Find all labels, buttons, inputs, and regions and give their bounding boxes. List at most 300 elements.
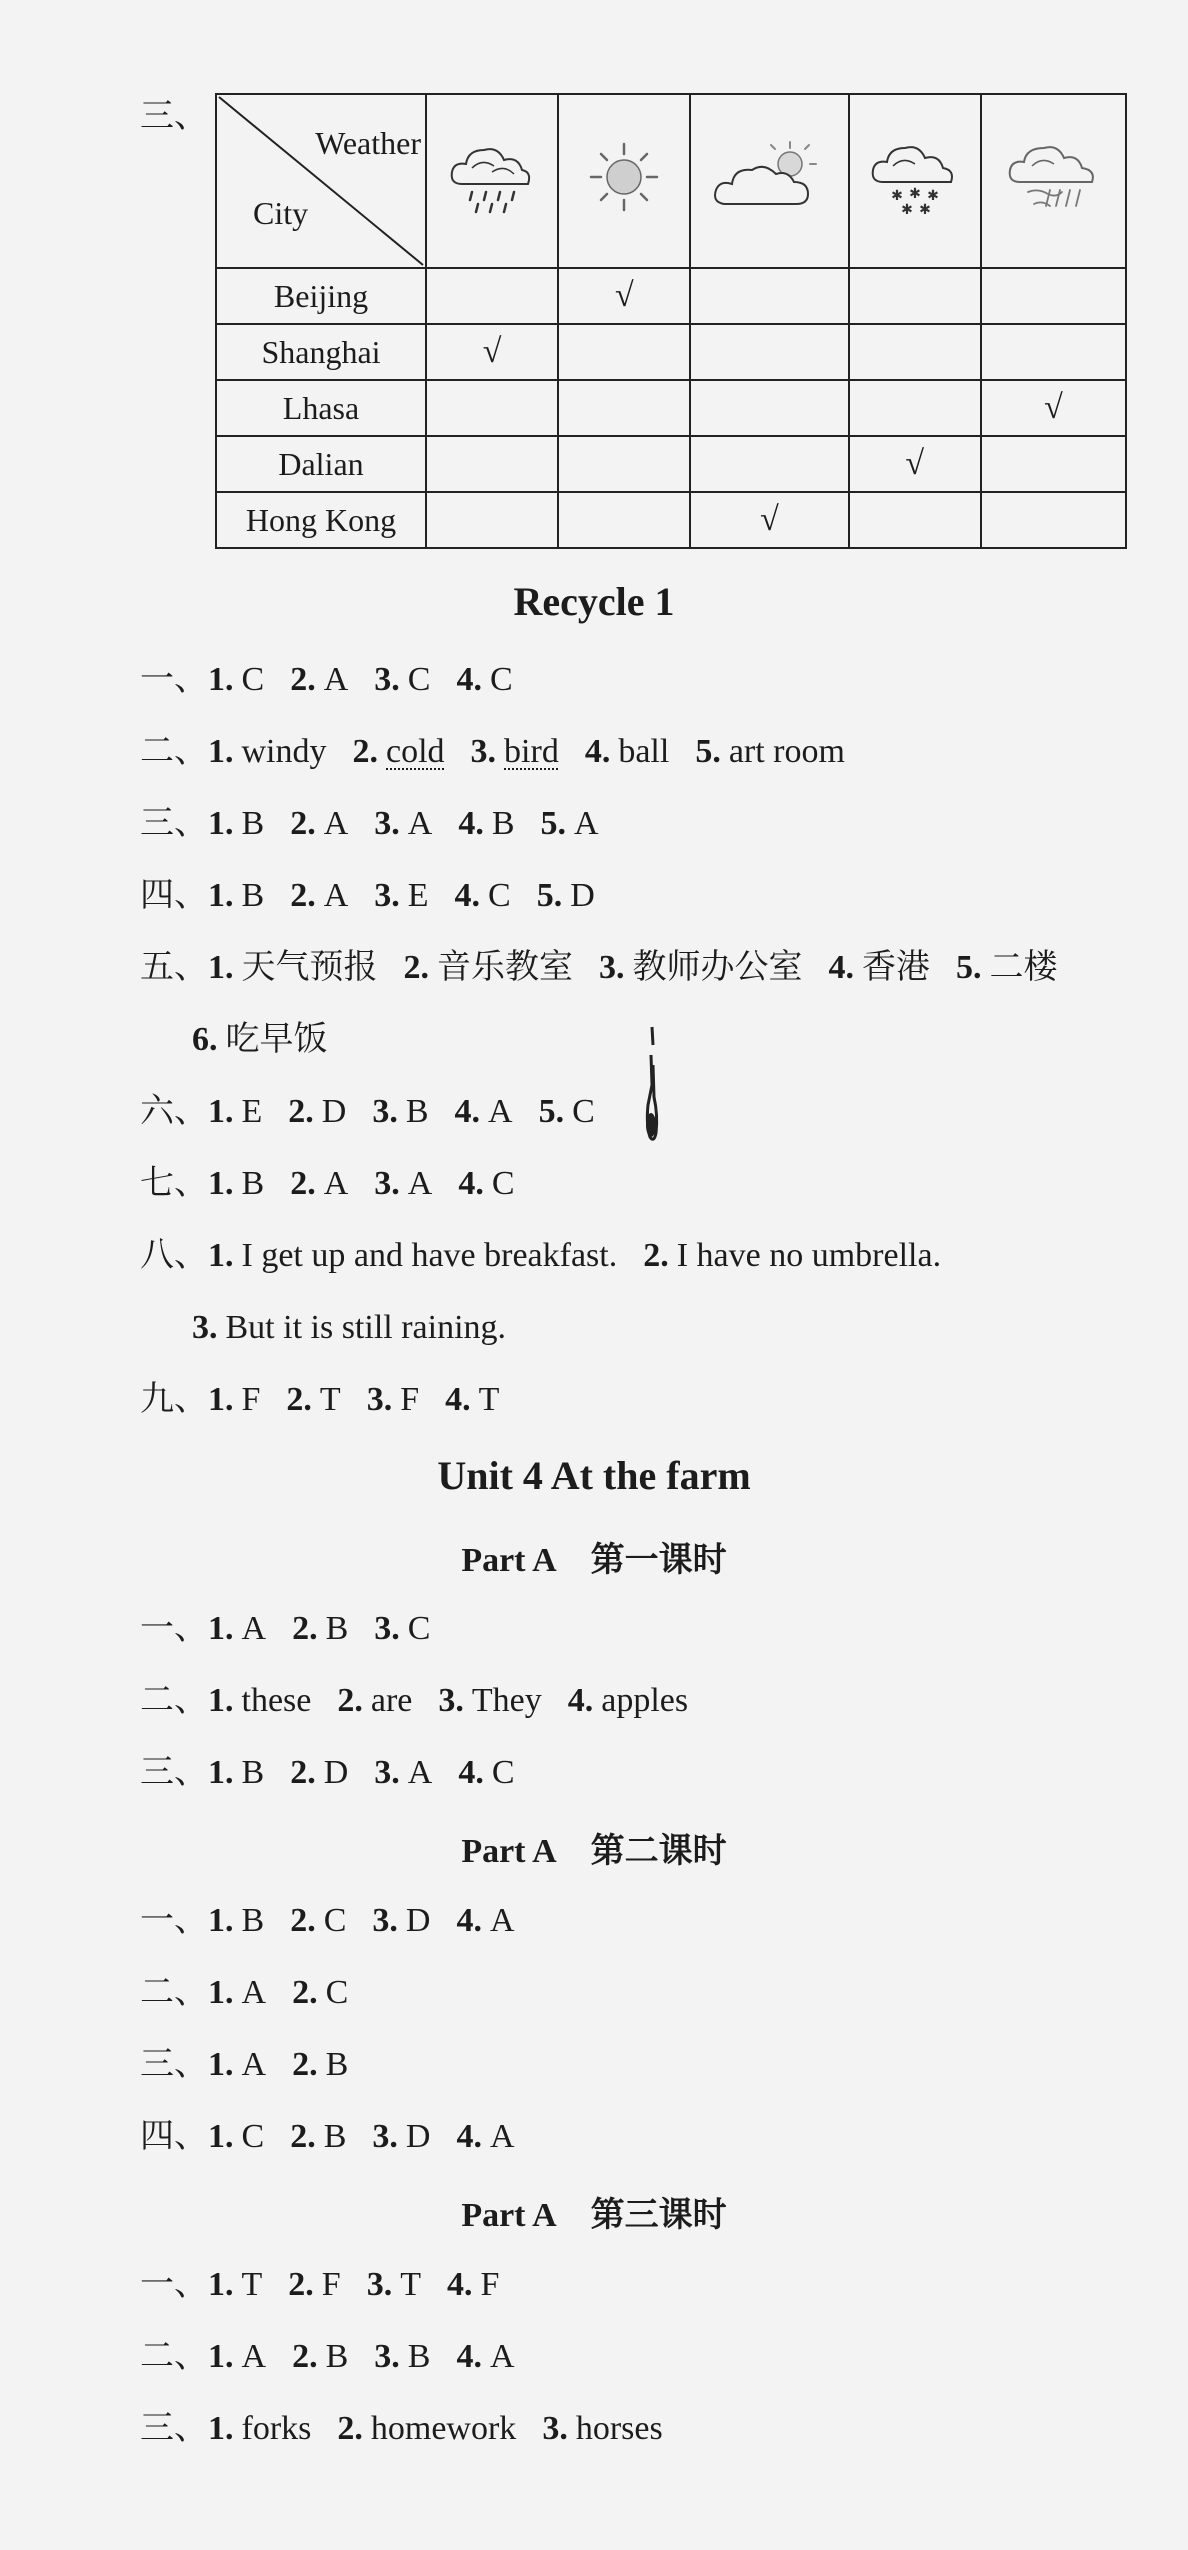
item-number: 1.	[208, 1754, 234, 1791]
answer-text: windy	[241, 733, 327, 770]
answer-item	[447, 2260, 499, 2310]
answer-line	[140, 1231, 967, 1281]
header-cell-rain	[426, 94, 558, 268]
item-number: 4.	[454, 1093, 481, 1130]
answer-item	[337, 2404, 516, 2454]
answer-item	[208, 1375, 260, 1425]
table-question-prefix: 三、	[140, 98, 208, 135]
answer-item	[455, 1087, 513, 1137]
answer-item	[456, 655, 512, 705]
item-number: 5.	[540, 805, 566, 842]
item-number: 3.	[372, 1902, 398, 1939]
answer-text: C	[325, 1974, 349, 2011]
item-number: 5.	[538, 1093, 565, 1130]
answer-item	[208, 1676, 311, 1726]
answer-text: T	[319, 1381, 341, 1418]
question-number: 六、	[140, 1093, 208, 1130]
answer-text: B	[405, 1093, 429, 1130]
answer-item	[208, 1087, 262, 1137]
question-number: 二、	[140, 1682, 208, 1719]
question-number: 四、	[140, 2118, 208, 2155]
table-row	[216, 380, 1126, 436]
answer-item	[456, 1896, 514, 1946]
svg-text:✱: ✱	[900, 202, 913, 218]
item-number: 4.	[454, 877, 481, 914]
answer-item	[541, 799, 599, 849]
answer-item	[290, 1896, 346, 1946]
svg-text:✱: ✱	[890, 188, 903, 204]
answer-text: B	[241, 1754, 265, 1791]
answer-text: A	[241, 1974, 267, 2011]
question-number: 二、	[140, 1974, 208, 2011]
answer-item	[290, 799, 348, 849]
item-number: 2.	[403, 949, 429, 986]
check-cell	[981, 380, 1126, 436]
lesson-label: 第一课时	[590, 1542, 727, 1579]
answer-text: A	[488, 1093, 513, 1130]
item-number: 2.	[290, 661, 316, 698]
question-number: 七、	[140, 1165, 208, 1202]
answer-line	[140, 2260, 525, 2310]
check-cell	[426, 436, 558, 492]
answer-item	[585, 727, 669, 777]
item-number: 2.	[290, 877, 316, 914]
answer-text: C	[323, 1902, 347, 1939]
answer-item	[353, 727, 445, 777]
item-number: 2.	[292, 1610, 318, 1647]
answer-text: forks	[241, 2410, 312, 2447]
part-label: Part A	[461, 2197, 557, 2234]
answer-text: B	[407, 2338, 431, 2375]
table-row	[216, 324, 1126, 380]
answer-text: But it is still raining.	[225, 1309, 507, 1346]
item-number: 2.	[337, 1682, 363, 1719]
item-number: 3.	[542, 2410, 568, 2447]
answer-line	[140, 2112, 541, 2162]
check-cell	[849, 492, 981, 548]
question-number: 一、	[140, 1610, 208, 1647]
item-number: 1.	[208, 1610, 234, 1647]
item-number: 1.	[208, 1237, 234, 1274]
item-number: 1.	[208, 1902, 234, 1939]
check-cell	[981, 268, 1126, 324]
item-number: 2.	[290, 805, 316, 842]
part-label: Part A	[461, 1542, 557, 1579]
answer-item	[288, 2260, 340, 2310]
item-number: 3.	[438, 1682, 464, 1719]
answer-item	[286, 1375, 340, 1425]
answer-text: 教师办公室	[632, 949, 803, 986]
answer-text: A	[489, 2118, 515, 2155]
check-cell	[690, 268, 848, 324]
answer-item	[372, 2112, 430, 2162]
check-mark: √	[1044, 389, 1063, 426]
answer-item	[374, 1748, 432, 1798]
answer-item	[539, 1087, 595, 1137]
question-number: 三、	[140, 2046, 208, 2083]
item-number: 1.	[208, 2338, 234, 2375]
item-number: 1.	[208, 2266, 234, 2303]
item-number: 4.	[456, 1902, 482, 1939]
answer-line	[140, 1676, 714, 1726]
check-cell	[426, 324, 558, 380]
city-cell: Hong Kong	[216, 492, 426, 548]
answer-text: They	[471, 1682, 542, 1719]
answer-text: F	[480, 2266, 500, 2303]
lesson-heading-1	[0, 1532, 1188, 1581]
answer-item	[208, 1159, 264, 1209]
answer-item	[374, 2332, 430, 2382]
answer-item	[372, 1896, 430, 1946]
item-number: 1.	[208, 733, 234, 770]
answer-text: B	[325, 2338, 349, 2375]
item-number: 4.	[456, 661, 482, 698]
answer-line-continued	[192, 1303, 532, 1353]
sun-behind-cloud-icon	[710, 132, 830, 222]
answer-text: A	[489, 2338, 515, 2375]
header-cell-partly-cloudy	[690, 94, 848, 268]
check-cell	[426, 492, 558, 548]
answer-text: 吃早饭	[225, 1021, 328, 1058]
item-number: 2.	[643, 1237, 669, 1274]
answer-text: B	[325, 1610, 349, 1647]
question-number: 三、	[140, 1754, 208, 1791]
answer-text: I get up and have breakfast.	[241, 1237, 618, 1274]
answer-item	[542, 2404, 662, 2454]
answer-item	[208, 799, 264, 849]
item-number: 1.	[208, 949, 234, 986]
item-number: 4.	[828, 949, 854, 986]
lesson-label: 第二课时	[590, 1833, 727, 1870]
answer-item	[208, 727, 327, 777]
item-number: 3.	[374, 1165, 400, 1202]
item-number: 2.	[288, 2266, 314, 2303]
item-number: 1.	[208, 2410, 234, 2447]
rain-cloud-icon	[442, 132, 542, 222]
question-number: 二、	[140, 733, 208, 770]
answer-item	[455, 871, 511, 921]
item-number: 1.	[208, 661, 234, 698]
check-cell	[690, 492, 848, 548]
answer-text: I have no umbrella.	[676, 1237, 942, 1274]
corner-header-cell	[216, 94, 426, 268]
answer-item	[208, 1968, 266, 2018]
question-number: 四、	[140, 877, 208, 914]
question-number: 五、	[140, 949, 208, 986]
item-number: 3.	[374, 2338, 400, 2375]
answer-item	[568, 1676, 688, 1726]
sun-icon	[574, 132, 674, 222]
answer-text: 二楼	[989, 949, 1058, 986]
answer-text: cold	[386, 733, 445, 770]
item-number: 4.	[456, 2338, 482, 2375]
ink-smudge-mark	[640, 1025, 664, 1155]
check-cell	[849, 380, 981, 436]
item-number: 5.	[956, 949, 982, 986]
answer-item	[208, 1604, 266, 1654]
answer-text: T	[241, 2266, 263, 2303]
answer-item	[374, 1159, 432, 1209]
item-number: 3.	[599, 949, 625, 986]
answer-item	[374, 1604, 430, 1654]
check-cell	[690, 380, 848, 436]
answer-line	[140, 1375, 525, 1425]
city-cell: Beijing	[216, 268, 426, 324]
answer-text: A	[407, 805, 433, 842]
answer-item	[404, 943, 574, 993]
item-number: 3.	[470, 733, 497, 770]
item-number: 3.	[366, 1381, 393, 1418]
item-number: 2.	[290, 2118, 316, 2155]
answer-text: B	[241, 1165, 265, 1202]
lesson-heading-3	[0, 2187, 1188, 2236]
check-cell	[558, 324, 690, 380]
item-number: 1.	[208, 1381, 234, 1418]
item-number: 3.	[374, 1754, 400, 1791]
check-cell	[981, 324, 1126, 380]
lesson-heading-2	[0, 1823, 1188, 1872]
item-number: 3.	[374, 805, 400, 842]
item-number: 4.	[446, 2266, 473, 2303]
answer-item	[458, 1159, 514, 1209]
answer-text: C	[491, 1165, 515, 1202]
table-row	[216, 436, 1126, 492]
answer-item	[374, 655, 430, 705]
answer-item	[374, 799, 432, 849]
answer-item	[458, 1748, 514, 1798]
answer-text: D	[570, 877, 595, 914]
part-label: Part A	[461, 1833, 557, 1870]
city-cell: Shanghai	[216, 324, 426, 380]
answer-text: 天气预报	[241, 949, 378, 986]
answer-item	[192, 1015, 328, 1065]
answer-text: A	[323, 661, 349, 698]
answer-item	[208, 871, 264, 921]
answer-text: B	[325, 2046, 349, 2083]
answer-item	[290, 2112, 346, 2162]
answer-item	[208, 655, 264, 705]
answer-text: D	[405, 2118, 431, 2155]
answer-text: F	[241, 1381, 261, 1418]
answer-text: B	[241, 877, 265, 914]
answer-text: are	[370, 1682, 413, 1719]
city-cell: Dalian	[216, 436, 426, 492]
item-number: 4.	[584, 733, 611, 770]
check-cell	[981, 492, 1126, 548]
answer-item	[456, 2112, 514, 2162]
answer-line	[140, 1896, 541, 1946]
question-number: 三、	[140, 805, 208, 842]
item-number: 1.	[208, 1974, 234, 2011]
check-cell	[849, 436, 981, 492]
item-number: 1.	[208, 805, 234, 842]
answer-item	[471, 727, 559, 777]
check-cell	[558, 380, 690, 436]
answer-text: C	[488, 877, 511, 914]
diagonal-divider	[217, 95, 425, 267]
answer-item	[374, 871, 428, 921]
item-number: 1.	[208, 1165, 234, 1202]
answer-text: E	[407, 877, 429, 914]
answer-text: C	[407, 661, 431, 698]
question-number: 八、	[140, 1237, 208, 1274]
answer-item	[208, 1231, 617, 1281]
lesson-label: 第三课时	[590, 2197, 727, 2234]
answer-item	[208, 1896, 264, 1946]
answer-item	[372, 1087, 428, 1137]
item-number: 5.	[695, 733, 721, 770]
check-cell	[849, 324, 981, 380]
answer-text: 香港	[862, 949, 930, 986]
header-cell-snow	[849, 94, 981, 268]
item-number: 2.	[288, 1093, 314, 1130]
check-cell	[690, 436, 848, 492]
answer-item	[292, 2040, 348, 2090]
corner-label-city: City	[253, 195, 309, 231]
answer-item	[458, 799, 514, 849]
answer-item	[208, 2404, 311, 2454]
item-number: 3.	[374, 1610, 400, 1647]
item-number: 3.	[374, 877, 400, 914]
item-number: 3.	[192, 1309, 218, 1346]
svg-text:✱: ✱	[918, 202, 931, 218]
answer-text: C	[572, 1093, 595, 1130]
check-mark: √	[614, 277, 634, 314]
answer-text: A	[241, 2046, 267, 2083]
check-mark: √	[760, 501, 779, 538]
answer-item	[208, 2260, 262, 2310]
answer-text: B	[241, 1902, 265, 1939]
item-number: 4.	[567, 1682, 594, 1719]
answer-text: C	[241, 661, 265, 698]
check-cell	[426, 268, 558, 324]
answer-text: bird	[504, 733, 559, 770]
answer-item	[438, 1676, 541, 1726]
item-number: 4.	[458, 1754, 484, 1791]
table-header-row	[216, 94, 1126, 268]
item-number: 2.	[292, 2046, 318, 2083]
answer-item	[292, 1604, 348, 1654]
answer-text: A	[323, 1165, 349, 1202]
answer-text: T	[478, 1381, 500, 1418]
answer-line	[140, 1087, 621, 1137]
answer-text: A	[574, 805, 599, 842]
answer-text: art room	[728, 733, 845, 770]
answer-line-continued	[192, 1015, 354, 1065]
answer-text: T	[400, 2266, 421, 2303]
check-cell	[558, 492, 690, 548]
answer-item	[956, 943, 1058, 993]
item-number: 2.	[290, 1902, 316, 1939]
item-number: 3.	[374, 661, 400, 698]
item-number: 4.	[445, 1381, 471, 1418]
header-cell-sunny	[558, 94, 690, 268]
item-number: 4.	[458, 805, 484, 842]
answer-text: A	[407, 1165, 433, 1202]
answer-text: B	[323, 2118, 347, 2155]
answer-line	[140, 1159, 541, 1209]
answer-text: A	[241, 1610, 267, 1647]
answer-text: F	[321, 2266, 341, 2303]
answer-text: A	[323, 805, 349, 842]
section-title-recycle-1: Recycle 1	[513, 579, 675, 624]
answer-line	[140, 1748, 541, 1798]
item-number: 2.	[292, 2338, 318, 2375]
answer-item	[367, 2260, 421, 2310]
item-number: 1.	[208, 1682, 234, 1719]
answer-line	[140, 1968, 374, 2018]
answer-text: 音乐教室	[437, 949, 573, 986]
table-row	[216, 492, 1126, 548]
item-number: 4.	[456, 2118, 482, 2155]
answer-item	[292, 2332, 348, 2382]
answer-item	[537, 871, 595, 921]
answer-text: E	[241, 1093, 263, 1130]
answer-text: D	[323, 1754, 349, 1791]
section-title-unit-4: Unit 4 At the farm	[437, 1453, 751, 1498]
answer-text: C	[241, 2118, 265, 2155]
check-cell	[426, 380, 558, 436]
answer-item	[288, 1087, 346, 1137]
question-number: 一、	[140, 2266, 208, 2303]
answer-line	[140, 1604, 456, 1654]
question-number: 一、	[140, 1902, 208, 1939]
answer-text: A	[407, 1754, 433, 1791]
answer-text: these	[241, 1682, 312, 1719]
answer-text: D	[321, 1093, 347, 1130]
answer-text: C	[489, 661, 513, 698]
question-number: 三、	[140, 2410, 208, 2447]
city-cell: Lhasa	[216, 380, 426, 436]
item-number: 2.	[352, 733, 378, 770]
item-number: 2.	[286, 1381, 312, 1418]
item-number: 6.	[192, 1021, 218, 1058]
answer-text: horses	[575, 2410, 663, 2447]
item-number: 3.	[372, 2118, 398, 2155]
corner-label-weather: Weather	[315, 125, 421, 161]
check-cell	[981, 436, 1126, 492]
svg-text:✱: ✱	[908, 186, 921, 202]
item-number: 1.	[208, 2046, 234, 2083]
item-number: 3.	[372, 1093, 398, 1130]
item-number: 5.	[536, 877, 563, 914]
answer-item	[599, 943, 803, 993]
snow-cloud-icon	[865, 132, 965, 222]
answer-item	[208, 2112, 264, 2162]
item-number: 3.	[366, 2266, 393, 2303]
answer-text: D	[405, 1902, 431, 1939]
answer-line	[140, 799, 625, 849]
check-cell	[558, 268, 690, 324]
answer-item	[290, 655, 348, 705]
answer-text: C	[491, 1754, 515, 1791]
item-number: 2.	[292, 1974, 318, 2011]
check-cell	[690, 324, 848, 380]
answer-text: A	[489, 1902, 515, 1939]
answer-line	[140, 655, 539, 705]
question-number: 一、	[140, 661, 208, 698]
answer-item	[695, 727, 845, 777]
answer-item	[290, 1159, 348, 1209]
answer-line	[140, 2332, 541, 2382]
check-cell	[849, 268, 981, 324]
wind-cloud-icon	[998, 132, 1108, 222]
answer-item	[829, 943, 931, 993]
header-cell-windy	[981, 94, 1126, 268]
answer-text: homework	[370, 2410, 517, 2447]
answer-text: A	[241, 2338, 267, 2375]
item-number: 2.	[290, 1754, 316, 1791]
